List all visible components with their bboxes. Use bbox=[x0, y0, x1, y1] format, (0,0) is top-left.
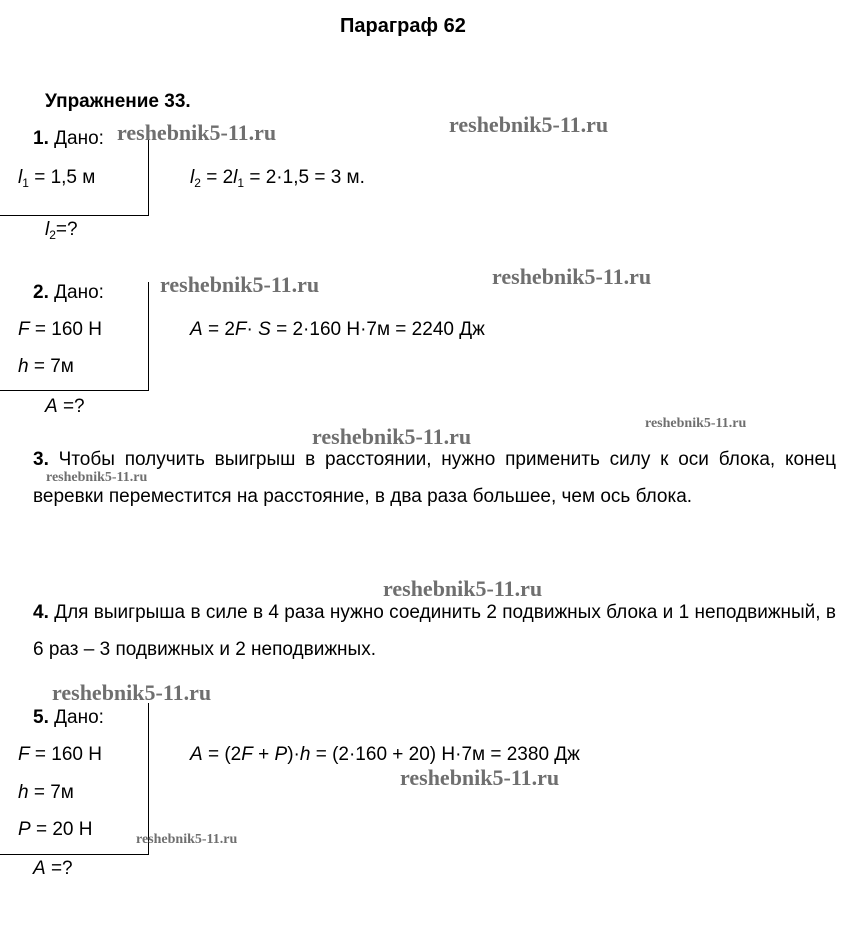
given-F: F = 160 Н bbox=[18, 744, 102, 765]
given-text: Дано: bbox=[54, 282, 104, 303]
problem-number: 2. bbox=[33, 282, 49, 303]
given-h: h = 7м bbox=[18, 356, 74, 377]
watermark: reshebnik5-11.ru bbox=[136, 832, 238, 847]
problem-text: Чтобы получить выигрыш в расстоянии, нужно применить силу к оси блока, конец веревки переместится на расстояние, в два раза большее, чем ось блока. bbox=[33, 449, 836, 507]
problem-3 bbox=[33, 441, 836, 515]
problem-4 bbox=[33, 594, 836, 668]
watermark: reshebnik5-11.ru bbox=[383, 576, 543, 601]
given-text: Дано: bbox=[54, 128, 104, 149]
given-label bbox=[33, 128, 104, 150]
watermark: reshebnik5-11.ru bbox=[449, 112, 609, 137]
watermark: reshebnik5-11.ru bbox=[400, 765, 560, 790]
watermark: reshebnik5-11.ru bbox=[117, 120, 277, 145]
solution-1: $l_2 = 2l_1 = 2\cdot 1,5 = 3$ м. bbox=[190, 167, 365, 190]
problem-number: 1. bbox=[33, 128, 49, 149]
given-F: F = 160 Н bbox=[18, 319, 102, 340]
problem-number: 5. bbox=[33, 707, 49, 728]
watermark: reshebnik5-11.ru bbox=[492, 264, 652, 289]
given-vertical-line bbox=[148, 282, 149, 391]
watermark: reshebnik5-11.ru bbox=[160, 272, 320, 297]
given-l1: $l_1 = 1,5$ м bbox=[18, 167, 96, 190]
given-horizontal-line bbox=[0, 390, 149, 391]
given-horizontal-line bbox=[0, 854, 149, 855]
find-l2: $l_2=$? bbox=[45, 219, 78, 242]
solution-2: A = 2F· S = 2·160 Н·7м = 2240 Дж bbox=[190, 319, 485, 340]
page-title: Параграф 62 bbox=[340, 15, 466, 37]
exercise-title: Упражнение 33. bbox=[45, 91, 191, 112]
find-A: A =? bbox=[45, 396, 85, 417]
given-vertical-line bbox=[148, 140, 149, 216]
find-A: A =? bbox=[33, 858, 73, 879]
watermark: reshebnik5-11.ru bbox=[645, 416, 747, 431]
watermark: reshebnik5-11.ru bbox=[52, 680, 212, 705]
watermark: reshebnik5-11.ru bbox=[46, 470, 148, 485]
given-h: h = 7м bbox=[18, 782, 74, 803]
problem-number: 3. bbox=[33, 449, 49, 470]
problem-text: Для выигрыша в силе в 4 раза нужно соединить 2 подвижных блока и 1 неподвижный, в 6 раз – 3 подвижных и 2 неподвижных. bbox=[33, 602, 837, 660]
problem-number: 4. bbox=[33, 602, 49, 623]
given-label bbox=[33, 282, 104, 304]
given-text: Дано: bbox=[54, 707, 104, 728]
solution-5: A = (2F + P)·h = (2·160 + 20) Н·7м = 2380 Дж bbox=[190, 744, 580, 765]
given-horizontal-line bbox=[0, 215, 149, 216]
watermark: reshebnik5-11.ru bbox=[312, 424, 472, 449]
given-label bbox=[33, 707, 104, 729]
given-P: P = 20 Н bbox=[18, 819, 93, 840]
